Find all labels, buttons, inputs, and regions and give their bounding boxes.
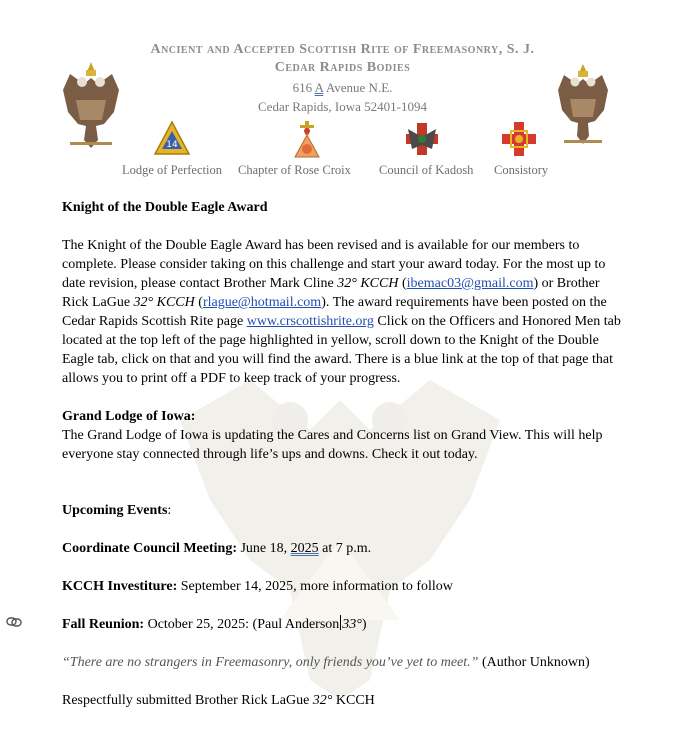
event-kcch-investiture: KCCH Investiture: September 14, 2025, more information to follow <box>62 579 453 594</box>
grand-lodge-paragraph: The Grand Lodge of Iowa is updating the Cares and Concerns list on Grand View. This will help everyone stay connected through life’s ups and downs. Check it out today. <box>62 428 603 462</box>
org-name-line2: Cedar Rapids Bodies <box>274 60 411 75</box>
submitted-by: Respectfully submitted Brother Rick LaGue 32° KCCH <box>62 693 375 708</box>
body-label-council-of-kadosh: Council of Kadosh <box>379 163 474 177</box>
street-address: 616 A Avenue N.E. <box>292 80 393 95</box>
rose-croix-pelican-icon <box>287 119 327 159</box>
svg-text:14: 14 <box>166 140 178 150</box>
org-name-line1: Ancient and Accepted Scottish Rite of Freemasonry, S. J. <box>150 42 535 57</box>
email-link-rick-lague[interactable]: rlague@hotmail.com <box>202 295 322 310</box>
double-headed-eagle-icon <box>62 60 120 152</box>
event-council-meeting: Coordinate Council Meeting: June 18, 2025 at 7 p.m. <box>62 541 372 556</box>
grand-lodge-heading: Grand Lodge of Iowa: <box>62 409 196 424</box>
body-label-lodge-of-perfection: Lodge of Perfection <box>122 163 222 177</box>
body-label-chapter-of-rose-croix: Chapter of Rose Croix <box>238 163 351 177</box>
email-link-mark-cline[interactable]: ibemac03@gmail.com <box>406 276 534 291</box>
double-headed-eagle-icon <box>557 62 609 148</box>
website-link[interactable]: www.crscottishrite.org <box>246 314 374 329</box>
upcoming-events-heading: Upcoming Events: <box>62 503 172 518</box>
triangle-delta-icon <box>152 119 192 159</box>
city-address: Cedar Rapids, Iowa 52401-1094 <box>258 99 427 114</box>
double-eagle-award-heading: Knight of the Double Eagle Award <box>62 200 268 215</box>
body-label-consistory: Consistory <box>494 163 549 177</box>
kadosh-eagle-cross-icon <box>402 119 442 159</box>
event-fall-reunion: Fall Reunion: October 25, 2025: (Paul Anderson 33°) <box>62 617 367 632</box>
double-eagle-award-paragraph: The Knight of the Double Eagle Award has been revised and is available for our members to complete. Please consider taking on this challenge and start your award today. For the most up to date revision, please contact Brother Mark Cline 32° KCCH (ibemac03@gmail.com) or Brother Rick LaGue 32° KCCH (rlague@hotmail.com). The award requirements have been posted on the Cedar Rapids Scottish Rite page www.crscottishrite.org Click on the Officers and Honored Men tab located at the top left of the page highlighted in yellow, scroll down to the Knight of the Double Eagle tab, click on that and you will find the award. There is a blue link at the top of that page that allows you to print off a PDF to keep track of your progress. <box>62 238 621 386</box>
link-chain-icon[interactable] <box>6 615 22 629</box>
closing-quote: “There are no strangers in Freemasonry, only friends you’ve yet to meet.” (Author Unknown) <box>62 655 590 670</box>
consistory-cross-icon <box>499 119 539 159</box>
